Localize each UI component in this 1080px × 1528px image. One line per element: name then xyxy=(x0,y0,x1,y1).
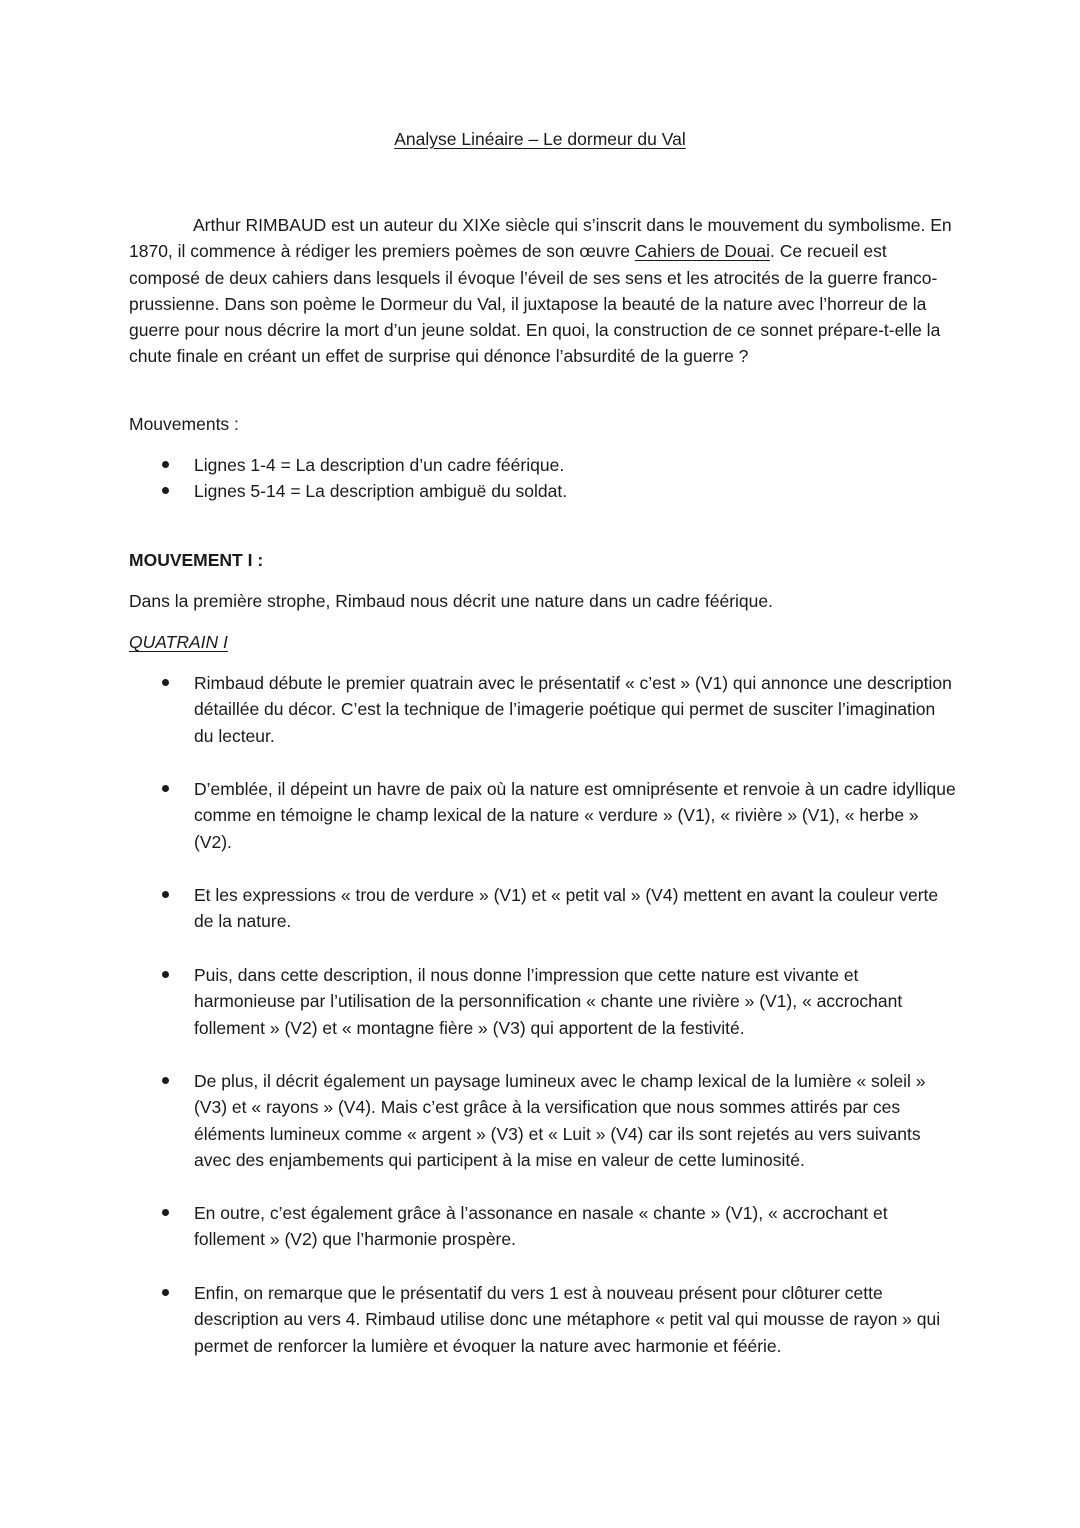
intro-text-part2: . Ce recueil est composé de deux cahiers dans lesquels il évoque l’éveil de ses sens et les atrocités de la guerre franco-prussienne. Dans son poème le Dormeur du Val, il juxtapose la beauté de la nature avec l’horreur de la guerre pour nous décrire la mort d’un jeune soldat. En quoi, la construction de ce sonnet prépare-t-elle la chute finale en créant un effet de surprise qui dénonce l’absurdité de la guerre ? xyxy=(129,241,941,367)
bullet-icon xyxy=(162,971,169,978)
bullet-icon xyxy=(162,891,169,898)
bullet-icon xyxy=(162,1077,169,1084)
list-item-text: Rimbaud débute le premier quatrain avec le présentatif « c’est » (V1) qui annonce une description détaillée du décor. C’est la technique de l’imagerie poétique qui permet de susciter l’imagination du lecteur. xyxy=(194,673,952,746)
list-item-text: Lignes 1-4 = La description d’un cadre féérique. xyxy=(194,455,565,475)
bullet-icon xyxy=(162,785,169,792)
work-title-link: Cahiers de Douai xyxy=(634,241,771,262)
list-item xyxy=(129,882,959,935)
list-item xyxy=(129,452,959,478)
bullet-icon xyxy=(162,461,169,468)
list-item-text: Enfin, on remarque que le présentatif du vers 1 est à nouveau présent pour clôturer cette description au vers 4. Rimbaud utilise donc une métaphore « petit val qui mousse de rayon » qui permet de renforcer la lumière et évoquer la nature avec harmonie et féérie. xyxy=(194,1283,941,1356)
list-item xyxy=(129,1200,959,1253)
bullet-icon xyxy=(162,1209,169,1216)
section-subheading: QUATRAIN I xyxy=(129,632,228,652)
movements-list xyxy=(129,452,959,505)
intro-paragraph xyxy=(129,212,959,370)
intro-text-part1: Arthur RIMBAUD est un auteur du XIXe siècle qui s’inscrit dans le mouvement du symbolisme. En 1870, il commence à rédiger les premiers poèmes de son œuvre xyxy=(129,215,952,262)
analysis-point xyxy=(129,1200,959,1253)
section-intro: Dans la première strophe, Rimbaud nous décrit une nature dans un cadre féérique. xyxy=(129,591,773,611)
analysis-point xyxy=(129,1280,959,1359)
analysis-point xyxy=(129,670,959,749)
page-title: Analyse Linéaire – Le dormeur du Val xyxy=(394,129,686,149)
list-item xyxy=(129,776,959,855)
list-item xyxy=(129,1280,959,1359)
bullet-icon xyxy=(162,487,169,494)
list-item xyxy=(129,1068,959,1173)
list-item xyxy=(129,478,959,504)
section-heading: MOUVEMENT I : xyxy=(129,550,264,570)
analysis-point xyxy=(129,1068,959,1173)
list-item-text: Et les expressions « trou de verdure » (V1) et « petit val » (V4) mettent en avant la couleur verte de la nature. xyxy=(194,885,939,932)
list-item xyxy=(129,670,959,749)
list-item-text: De plus, il décrit également un paysage lumineux avec le champ lexical de la lumière « soleil » (V3) et « rayons » (V4). Mais c’est grâce à la versification que nous sommes attirés par ces éléments lumineux comme « argent » (V3) et « Luit » (V4) car ils sont rejetés au vers suivants avec des enjambements qui participent à la mise en valeur de cette luminosité. xyxy=(194,1071,926,1170)
analysis-point xyxy=(129,776,959,855)
list-item-text: Puis, dans cette description, il nous donne l’impression que cette nature est vivante et harmonieuse par l’utilisation de la personnification « chante une rivière » (V1), « accrochant follement » (V2) et « montagne fière » (V3) qui apportent de la festivité. xyxy=(194,965,903,1038)
bullet-icon xyxy=(162,679,169,686)
list-item-text: D’emblée, il dépeint un havre de paix où la nature est omniprésente et renvoie à un cadre idyllique comme en témoigne le champ lexical de la nature « verdure » (V1), « rivière » (V1), « herbe » (V2). xyxy=(194,779,956,852)
list-item-text: Lignes 5-14 = La description ambiguë du soldat. xyxy=(194,481,568,502)
bullet-icon xyxy=(162,1289,169,1296)
list-item-text: En outre, c’est également grâce à l’assonance en nasale « chante » (V1), « accrochant et follement » (V2) que l’harmonie prospère. xyxy=(194,1203,888,1250)
analysis-point xyxy=(129,882,959,935)
movements-label: Mouvements : xyxy=(129,414,239,434)
list-item xyxy=(129,962,959,1041)
analysis-point xyxy=(129,962,959,1041)
